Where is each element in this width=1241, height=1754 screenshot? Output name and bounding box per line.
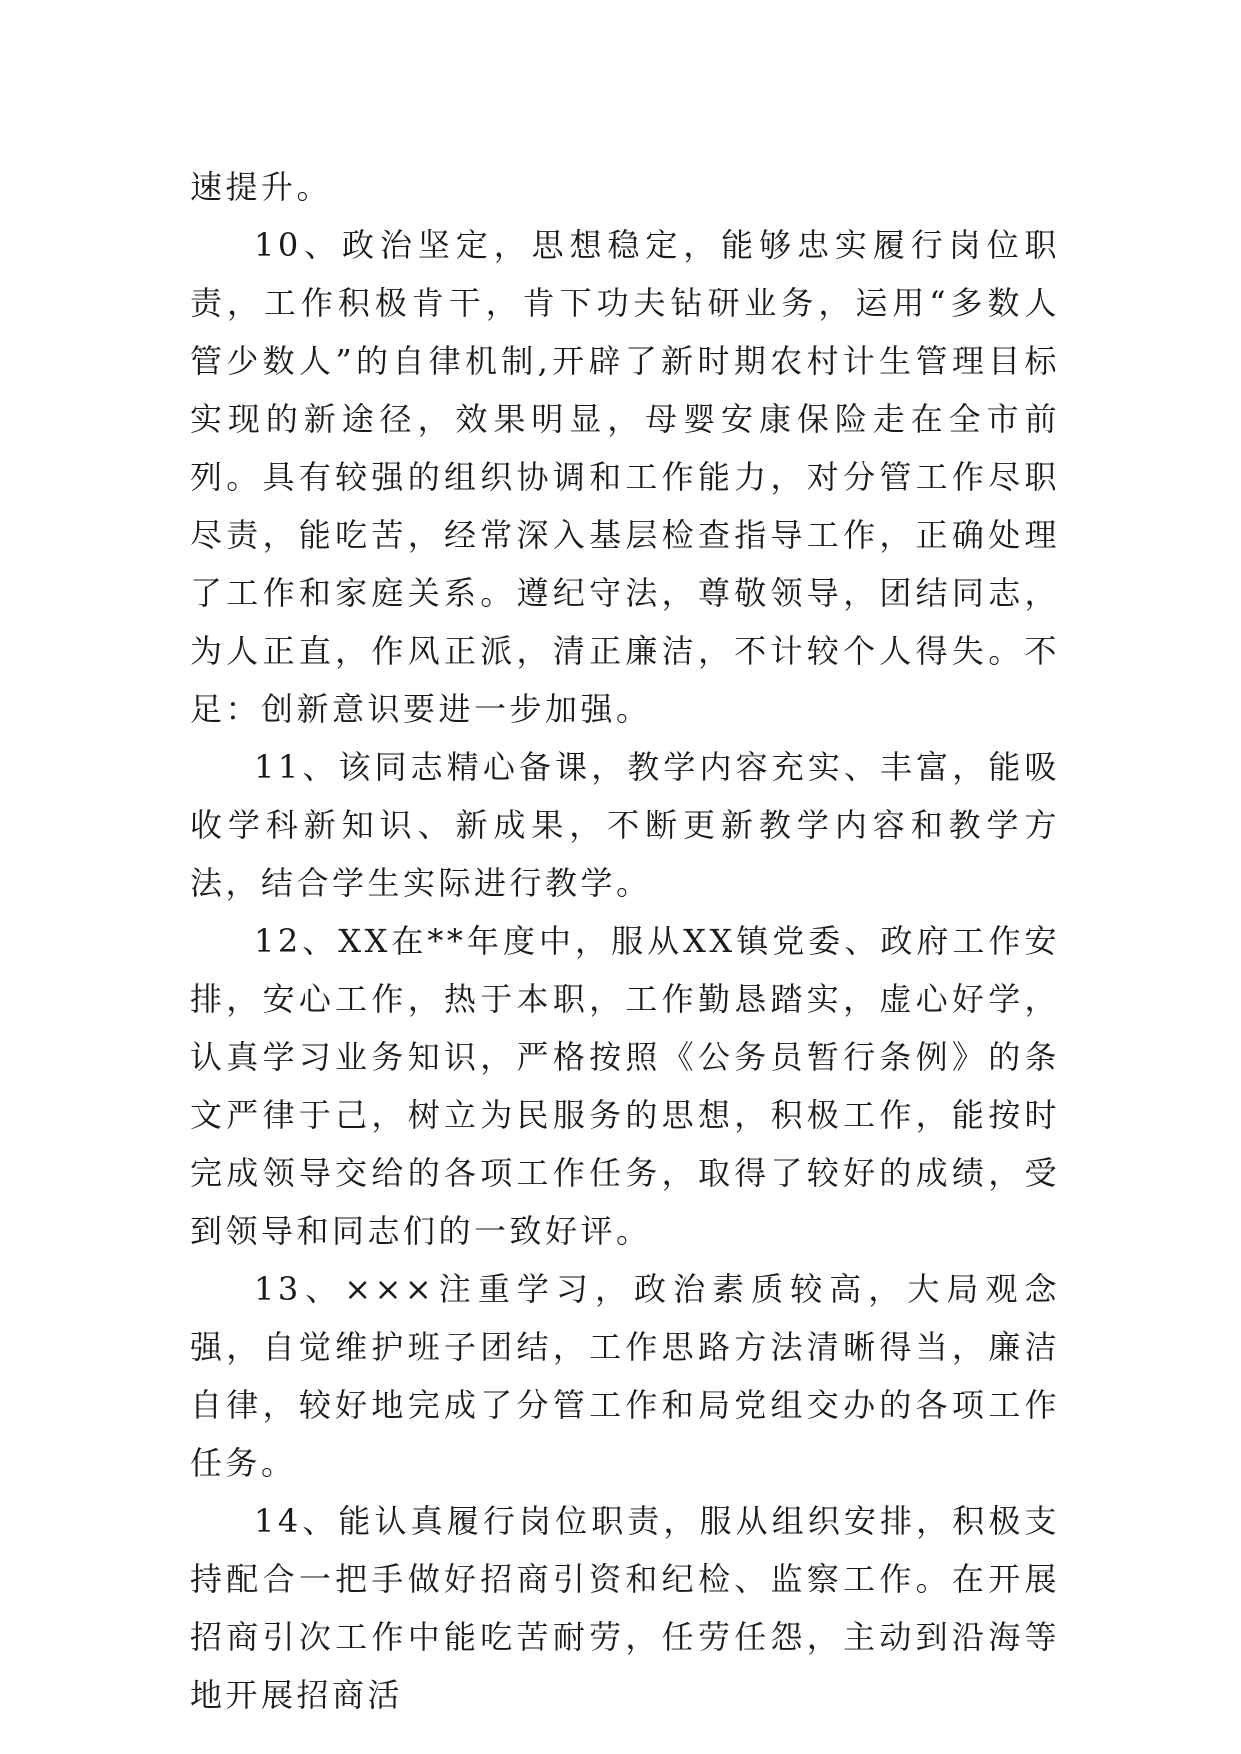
- document-body: [190, 158, 1060, 1724]
- paragraph-continuation: 速提升。: [190, 168, 333, 206]
- paragraph-item-11: 11、该同志精心备课，教学内容充实、丰富，能吸收学科新知识、新成果，不断更新教学内容和教学方法，结合学生实际进行教学。: [190, 748, 1060, 902]
- paragraph-item-12: 12、XX在**年度中，服从XX镇党委、政府工作安排，安心工作，热于本职，工作勤恳踏实，虚心好学，认真学习业务知识，严格按照《公务员暂行条例》的条文严律于己，树立为民服务的思想，积极工作，能按时完成领导交给的各项工作任务，取得了较好的成绩，受到领导和同志们的一致好评。: [190, 922, 1060, 1250]
- paragraph-item-10: 10、政治坚定，思想稳定，能够忠实履行岗位职责，工作积极肯干，肯下功夫钻研业务，运用“多数人管少数人”的自律机制,开辟了新时期农村计生管理目标实现的新途径，效果明显，母婴安康保险走在全市前列。具有较强的组织协调和工作能力，对分管工作尽职尽责，能吃苦，经常深入基层检查指导工作，正确处理了工作和家庭关系。遵纪守法，尊敬领导，团结同志，为人正直，作风正派，清正廉洁，不计较个人得失。不足：创新意识要进一步加强。: [190, 226, 1060, 728]
- paragraph-item-13: 13、×××注重学习，政治素质较高，大局观念强，自觉维护班子团结，工作思路方法清晰得当，廉洁自律，较好地完成了分管工作和局党组交办的各项工作任务。: [190, 1270, 1060, 1482]
- paragraph-item-14: 14、能认真履行岗位职责，服从组织安排，积极支持配合一把手做好招商引资和纪检、监察工作。在开展招商引次工作中能吃苦耐劳，任劳任怨，主动到沿海等地开展招商活: [190, 1502, 1060, 1714]
